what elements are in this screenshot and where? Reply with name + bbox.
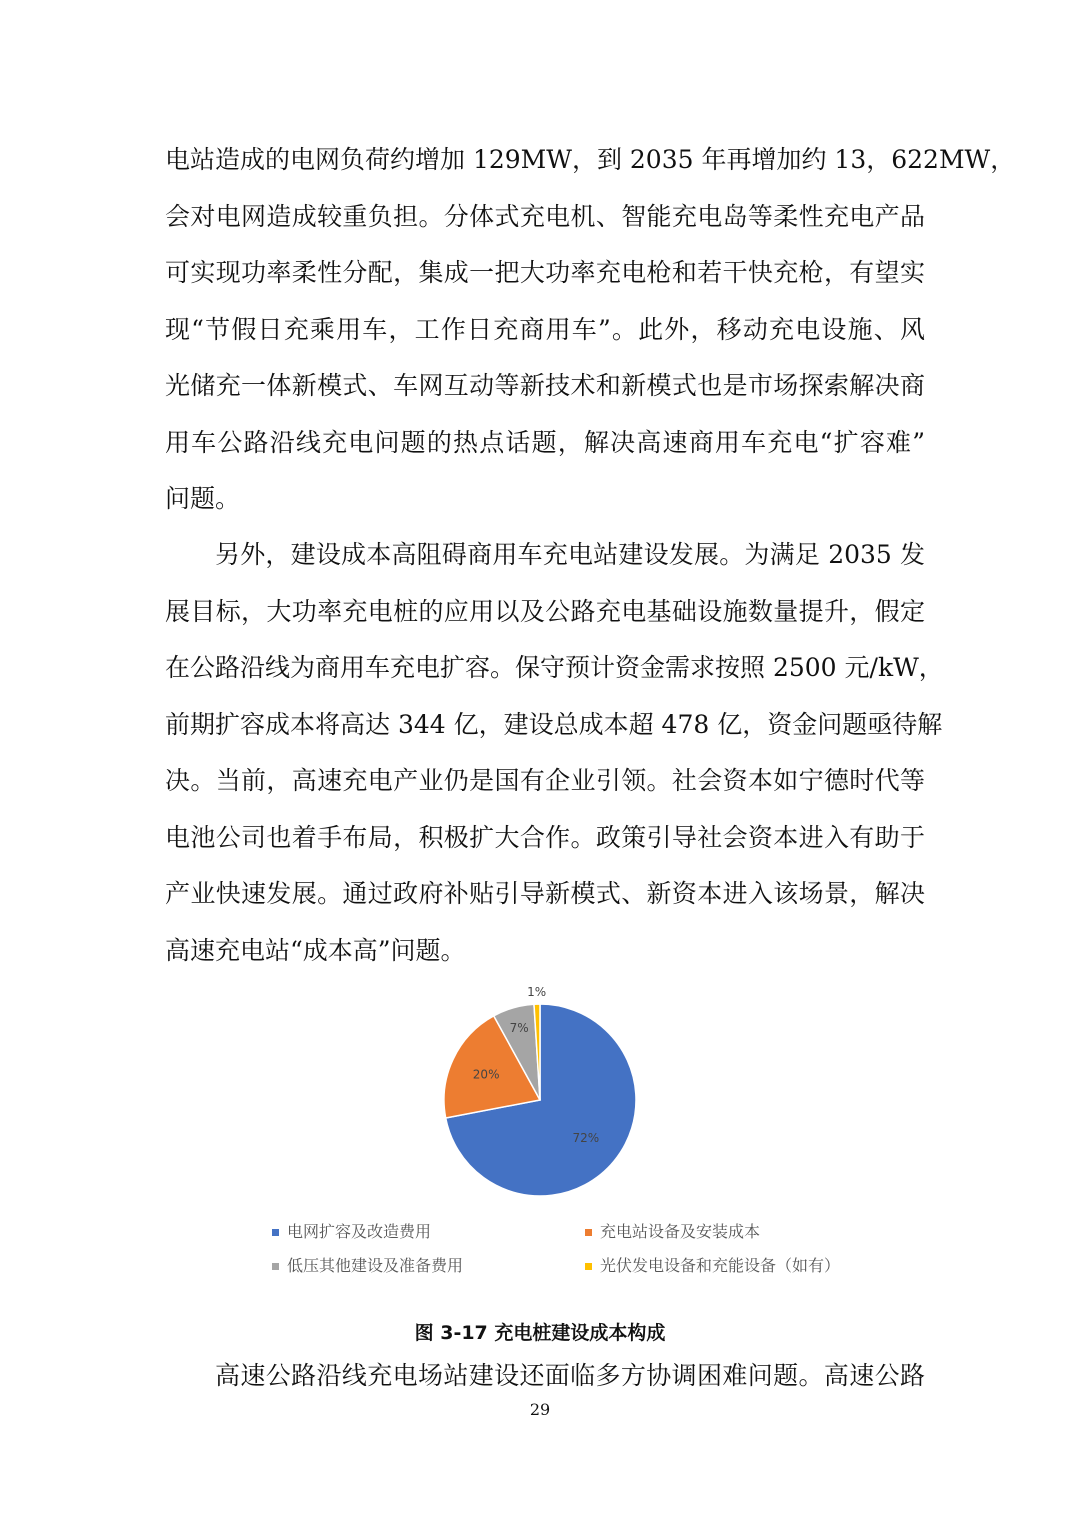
figure-caption: 图 3-17 充电桩建设成本构成 (414, 1322, 666, 1344)
pie-data-label: 1% (527, 985, 547, 1000)
cost-composition-pie-chart (420, 980, 660, 1220)
text-line: 电站造成的电网负荷约增加 129MW，到 2035 年再增加约 13，622MW， (165, 145, 1016, 174)
text-line: 另外，建设成本高阻碍商用车充电站建设发展。为满足 2035 发 (215, 540, 925, 569)
legend-item (585, 1253, 840, 1276)
paragraph-2 (165, 527, 944, 979)
text-line: 电池公司也着手布局，积极扩大合作。政策引导社会资本进入有助于 (165, 822, 925, 852)
text-line: 高速公路沿线充电场站建设还面临多方协调困难问题。高速公路 (215, 1361, 925, 1390)
legend-swatch (585, 1263, 592, 1270)
legend-item (272, 1219, 431, 1242)
text-line: 决。当前，高速充电产业仍是国有企业引领。社会资本如宁德时代等 (165, 766, 925, 795)
legend-label: 低压其他建设及准备费用 (287, 1256, 464, 1275)
legend-label: 电网扩容及改造费用 (287, 1222, 432, 1241)
legend-item (585, 1219, 760, 1242)
paragraph-1 (165, 132, 1016, 528)
text-line: 可实现功率柔性分配，集成一把大功率充电枪和若干快充枪，有望实 (165, 258, 925, 287)
text-line: 前期扩容成本将高达 344 亿，建设总成本超 478 亿，资金问题亟待解 (165, 709, 943, 739)
text-line: 产业快速发展。通过政府补贴引导新模式、新资本进入该场景，解决 (165, 879, 925, 908)
text-line: 问题。 (165, 484, 241, 513)
pie-data-label: 72% (572, 1130, 600, 1145)
legend-label: 光伏发电设备和充能设备（如有） (600, 1256, 841, 1275)
text-line: 光储充一体新模式、车网互动等新技术和新模式也是市场探索解决商 (165, 371, 925, 400)
text-line: 展目标，大功率充电桩的应用以及公路充电基础设施数量提升，假定 (165, 596, 925, 626)
legend-swatch (585, 1229, 592, 1236)
legend-swatch (272, 1229, 279, 1236)
pie-data-label: 20% (472, 1067, 500, 1082)
text-line: 现“节假日充乘用车，工作日充商用车”。此外，移动充电设施、风 (165, 314, 925, 344)
text-line: 高速充电站“成本高”问题。 (165, 935, 466, 965)
pie-data-label: 7% (509, 1021, 529, 1036)
text-line: 在公路沿线为商用车充电扩容。保守预计资金需求按照 2500 元/kW， (165, 653, 944, 682)
legend-swatch (272, 1263, 279, 1270)
text-line: 用车公路沿线充电问题的热点话题，解决高速商用车充电“扩容难” (165, 427, 925, 457)
text-line: 会对电网造成较重负担。分体式充电机、智能充电岛等柔性充电产品 (165, 201, 925, 231)
paragraph-3 (165, 1348, 925, 1405)
legend-item (272, 1253, 463, 1276)
legend-label: 充电站设备及安装成本 (600, 1222, 761, 1241)
page-number: 29 (529, 1400, 551, 1419)
